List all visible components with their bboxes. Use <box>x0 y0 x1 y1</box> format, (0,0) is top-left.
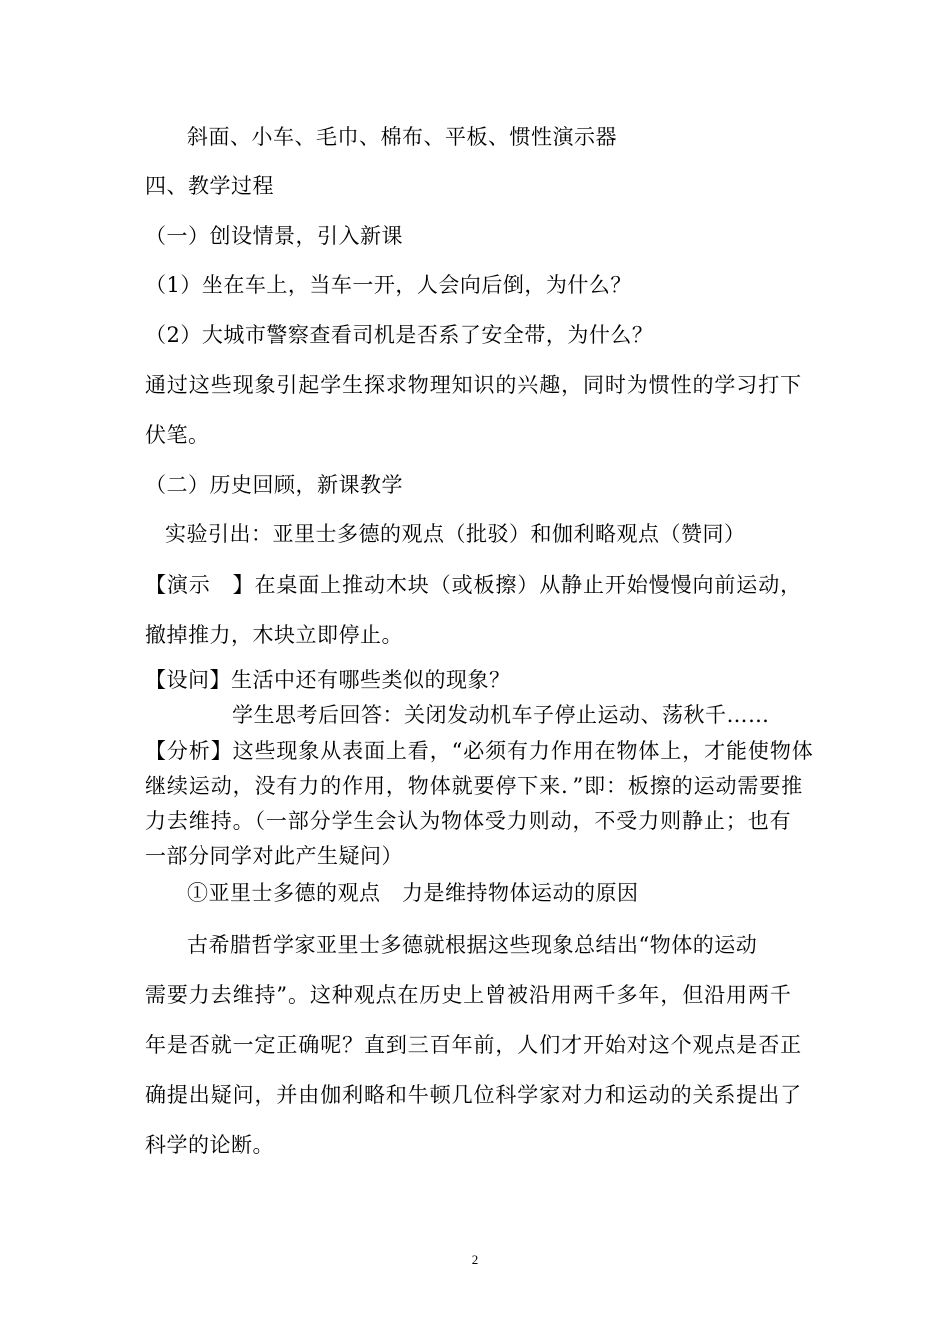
page-number: 2 <box>471 1252 479 1267</box>
paragraph-line: 通过这些现象引起学生探求物理知识的兴趣，同时为惯性的学习打下 <box>145 373 802 397</box>
demo-line: 【演示 】在桌面上推动木块（或板擦）从静止开始慢慢向前运动， <box>145 573 802 597</box>
experiment-intro: 实验引出：亚里士多德的观点（批驳）和伽利略观点（赞同） <box>165 522 746 546</box>
question-1: （1）坐在车上，当车一开，人会向后倒，为什么？ <box>145 273 632 297</box>
aristotle-viewpoint: ①亚里士多德的观点 力是维持物体运动的原因 <box>187 881 639 905</box>
paragraph-line: 需要力去维持”。这种观点在历史上曾被沿用两千多年，但沿用两千 <box>145 983 792 1007</box>
subsection-heading-create-scenario: （一）创设情景，引入新课 <box>145 224 403 248</box>
paragraph-line: 古希腊哲学家亚里士多德就根据这些现象总结出“物体的运动 <box>187 933 758 957</box>
section-heading-teaching-process: 四、教学过程 <box>145 174 274 198</box>
student-answer: 学生思考后回答：关闭发动机车子停止运动、荡秋千…… <box>232 703 770 727</box>
subsection-heading-history-review: （二）历史回顾，新课教学 <box>145 473 403 497</box>
analysis-line: 力去维持。（一部分学生会认为物体受力则动，不受力则静止；也有 <box>145 809 792 833</box>
analysis-line: 继续运动，没有力的作用，物体就要停下来．”即：板擦的运动需要推 <box>145 774 804 798</box>
paragraph-line: 年是否就一定正确呢？直到三百年前，人们才开始对这个观点是否正 <box>145 1033 802 1057</box>
demo-line: 撤掉推力，木块立即停止。 <box>145 623 403 647</box>
question-prompt: 【设问】生活中还有哪些类似的现象？ <box>145 668 511 692</box>
analysis-line: 【分析】这些现象从表面上看，“必须有力作用在物体上，才能使物体 <box>145 739 814 763</box>
paragraph-line: 科学的论断。 <box>145 1133 274 1157</box>
paragraph-line: 确提出疑问，并由伽利略和牛顿几位科学家对力和运动的关系提出了 <box>145 1083 802 1107</box>
paragraph-line: 伏笔。 <box>145 423 210 447</box>
analysis-line: 一部分同学对此产生疑问） <box>145 844 403 868</box>
equipment-list: 斜面、小车、毛巾、棉布、平板、惯性演示器 <box>187 125 617 149</box>
question-2: （2）大城市警察查看司机是否系了安全带，为什么？ <box>145 323 654 347</box>
